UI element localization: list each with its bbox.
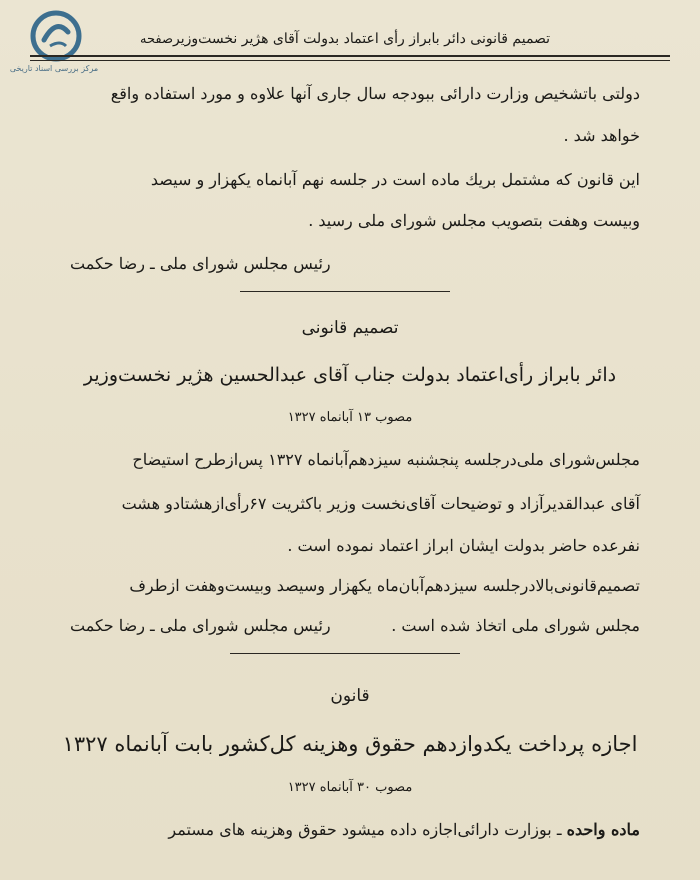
section3-article	[60, 820, 640, 839]
section2-line3: نفرعده حاضر بدولت ایشان ابراز اعتماد نموده است .	[287, 536, 640, 555]
section3-approved-date: مصوب ۳۰ آبانماه ۱۳۲۷	[287, 780, 413, 795]
article-label: ماده واحده	[566, 820, 640, 839]
running-title: تصمیم قانونی دائر بابراز رأی اعتماد بدولت آقای هژیر نخست‌وزیر	[172, 31, 551, 47]
section2-subheading: دائر بابراز رأی‌اعتماد بدولت جناب آقای عبدالحسین هژیر نخست‌وزیر	[83, 364, 617, 386]
section1-line2: خواهد شد .	[563, 126, 640, 145]
section-divider-1	[240, 291, 450, 292]
section2-line1: مجلس‌شورای ملی‌درجلسه پنجشنبه سیزدهم‌آبانماه ۱۳۲۷ پس‌ازطرح استیضاح	[132, 450, 640, 469]
archive-logo	[8, 10, 100, 82]
section2-line2: آقای عبدالقدیرآزاد و توضیحات آقای‌نخست وزیر باکثریت ۶۷رأی‌ازهشتادو هشت	[121, 494, 640, 513]
article-text: ـ بوزارت دارائی‌اجازه داده میشود حقوق وهزینه های مستمر	[168, 820, 562, 839]
section2-line4: تصمیم‌قانونی‌بالادرجلسه سیزدهم‌آبان‌ماه یکهزار وسیصد وبیست‌وهفت ازطرف	[129, 576, 640, 595]
section3-heading: قانون	[330, 686, 370, 706]
page-header	[112, 24, 660, 54]
section2-approved-date: مصوب ۱۳ آبانماه ۱۳۲۷	[287, 410, 413, 425]
section2-heading: تصمیم قانونی	[301, 318, 399, 338]
section1-line4: وبیست وهفت بتصویب مجلس شورای ملی رسید .	[308, 211, 640, 230]
page-label: صفحه	[140, 31, 173, 47]
section-divider-2	[230, 653, 460, 654]
section1-line3: این قانون که مشتمل بریك ماده است در جلسه نهم آبانماه یکهزار و سیصد	[150, 170, 640, 189]
header-rule	[30, 55, 670, 61]
archive-logo-text: مرکز بررسی اسناد تاریخی	[9, 64, 99, 73]
section2-line5: مجلس شورای ملی اتخاذ شده است .	[391, 616, 640, 635]
section1-line1: دولتی باتشخیص وزارت دارائی ببودجه سال جاری آنها علاوه و مورد استفاده واقع	[110, 84, 640, 103]
section3-subheading: اجازه پرداخت یکدوازدهم حقوق وهزینه کل‌کشور بابت آبانماه ۱۳۲۷	[62, 732, 638, 756]
section1-signature: رئیس مجلس شورای ملی ـ رضا حکمت	[70, 254, 331, 273]
section2-signature: رئیس مجلس شورای ملی ـ رضا حکمت	[70, 616, 331, 635]
